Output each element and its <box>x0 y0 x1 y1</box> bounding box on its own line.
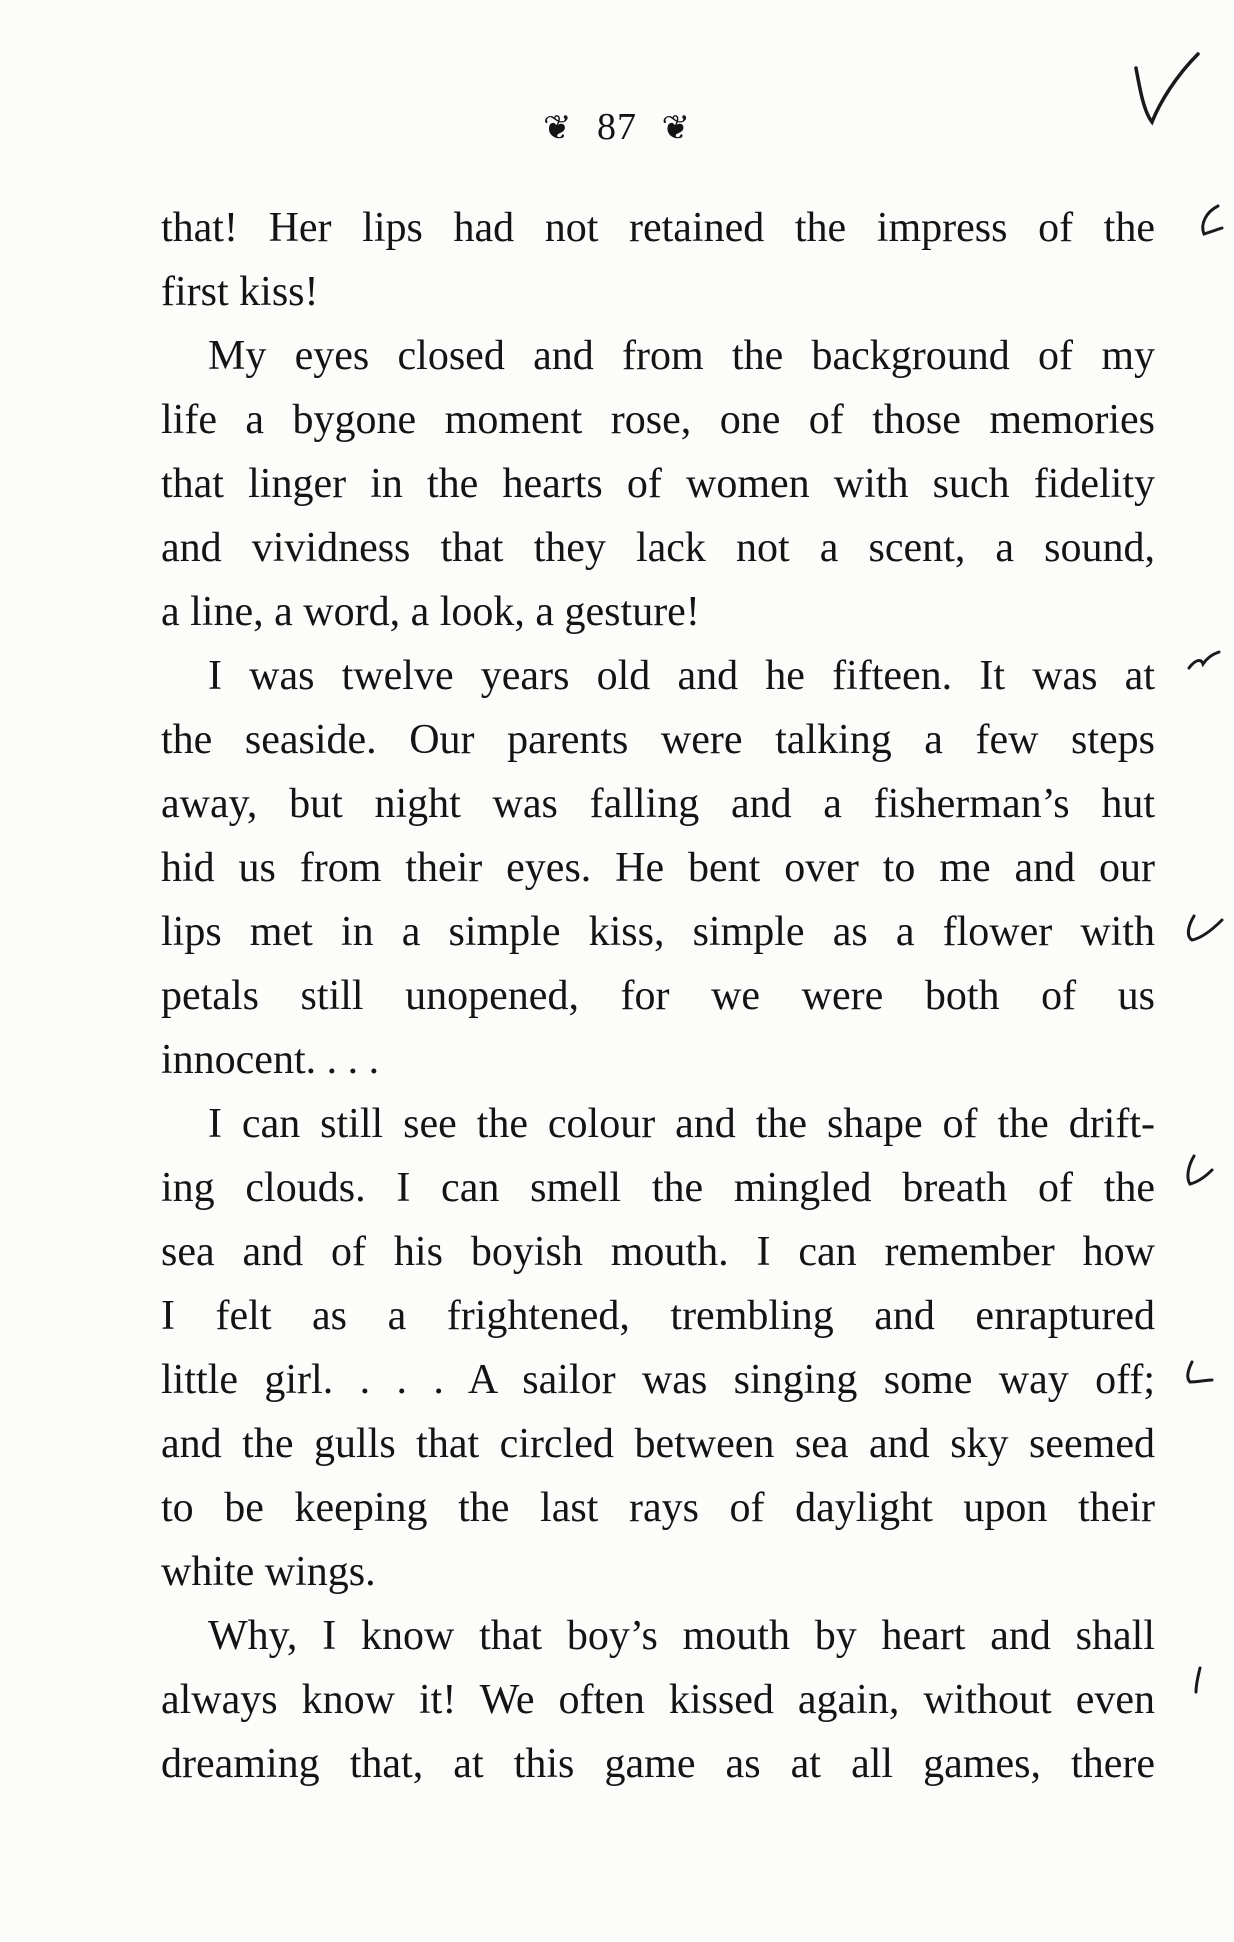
handwritten-margin-mark-icon <box>1188 1664 1208 1698</box>
body-text <box>161 196 1155 1796</box>
text-line: Why, I know that boy’s mouth by heart and shall <box>208 1613 1155 1659</box>
handwritten-margin-mark-icon <box>1182 910 1226 950</box>
page-header <box>0 105 1234 149</box>
text-line: I felt as a frightened, trembling and enraptured <box>161 1293 1155 1339</box>
handwritten-margin-mark-icon <box>1196 202 1226 242</box>
text-line: dreaming that, at this game as at all games, there <box>161 1741 1155 1787</box>
text-line: innocent. . . . <box>161 1037 380 1083</box>
text-line: life a bygone moment rose, one of those memories <box>161 397 1155 443</box>
page-number: 87 <box>597 106 637 148</box>
paragraph <box>161 1092 1155 1604</box>
paragraph <box>161 324 1155 644</box>
text-line: petals still unopened, for we were both of us <box>161 973 1155 1019</box>
text-line: white wings. <box>161 1549 376 1595</box>
text-line: first kiss! <box>161 269 319 315</box>
handwritten-margin-mark-icon <box>1180 1358 1216 1388</box>
text-line: ing clouds. I can smell the mingled breath of the <box>161 1165 1155 1211</box>
fleuron-left-icon: ❦ <box>543 110 573 147</box>
text-line: lips met in a simple kiss, simple as a flower with <box>161 909 1155 955</box>
text-line: a line, a word, a look, a gesture! <box>161 589 700 635</box>
handwritten-check-mark-icon <box>1128 50 1208 130</box>
text-line: hid us from their eyes. He bent over to me and our <box>161 845 1155 891</box>
text-line: that! Her lips had not retained the impress of the <box>161 205 1155 251</box>
text-line: that linger in the hearts of women with such fidelity <box>161 461 1155 507</box>
text-line: away, but night was falling and a fisherman’s hut <box>161 781 1155 827</box>
text-line: and the gulls that circled between sea and sky seemed <box>161 1421 1155 1467</box>
text-line: My eyes closed and from the background of my <box>208 333 1155 379</box>
fleuron-right-icon: ❦ <box>661 110 691 147</box>
text-line: to be keeping the last rays of daylight upon their <box>161 1485 1155 1531</box>
text-line: always know it! We often kissed again, without even <box>161 1677 1155 1723</box>
text-line: and vividness that they lack not a scent, a sound, <box>161 525 1155 571</box>
paragraph <box>161 1604 1155 1796</box>
text-line: little girl. . . . A sailor was singing some way off; <box>161 1357 1155 1403</box>
handwritten-margin-mark-icon <box>1180 1152 1216 1192</box>
text-line: I was twelve years old and he fifteen. It was at <box>208 653 1155 699</box>
text-line: I can still see the colour and the shape of the drift- <box>208 1101 1155 1147</box>
text-line: sea and of his boyish mouth. I can remember how <box>161 1229 1155 1275</box>
handwritten-margin-mark-icon <box>1185 648 1221 674</box>
text-line: the seaside. Our parents were talking a few steps <box>161 717 1155 763</box>
paragraph <box>161 644 1155 1092</box>
paragraph <box>161 196 1155 324</box>
